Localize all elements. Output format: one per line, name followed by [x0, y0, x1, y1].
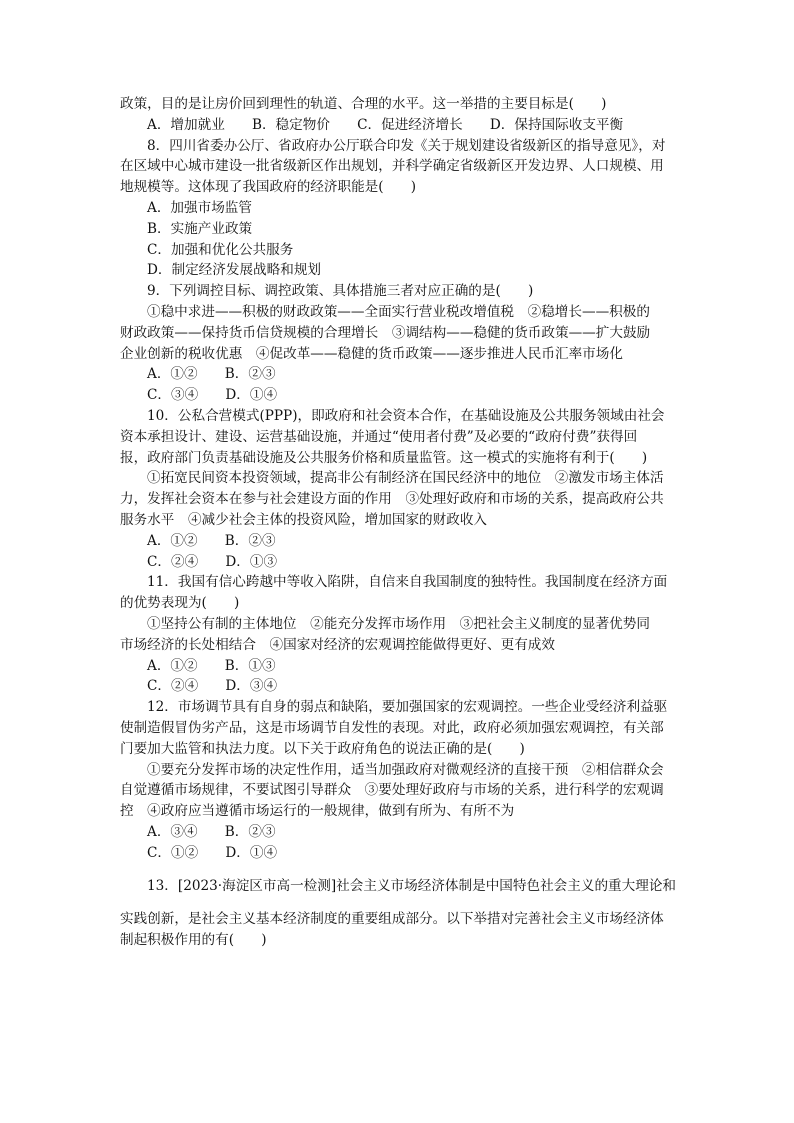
q9-options-cd: C．③④ D．①④: [147, 387, 278, 404]
q10-stem-line-3: 报，政府部门负责基础设施及公共服务价格和质量监管。这一模式的实施将有利于( ): [120, 449, 648, 466]
q7-options: A．增加就业 B．稳定物价 C．促进经济增长 D．保持国际收支平衡: [147, 116, 624, 133]
q9-items-line-3: 企业创新的税收优惠 ④促改革——稳健的货币政策——逐步推进人民币汇率市场化: [120, 345, 623, 362]
q8-option-b: B．实施产业政策: [147, 220, 253, 237]
q11-items-line-1: ①坚持公有制的主体地位 ②能充分发挥市场作用 ③把社会主义制度的显著优势同: [147, 615, 650, 632]
q12-items-line-1: ①要充分发挥市场的决定性作用，适当加强政府对微观经济的直接干预 ②相信群众会: [147, 761, 664, 778]
q10-options-cd: C．②④ D．①③: [147, 553, 278, 570]
q11-stem-line-2: 的优势表现为( ): [120, 595, 240, 612]
q13-stem-line-1: 13．[2023·海淀区市高一检测]社会主义市场经济体制是中国特色社会主义的重大理论和: [147, 878, 676, 895]
q9-options-ab: A．①② B．②③: [147, 366, 276, 383]
q10-items-line-1: ①拓宽民间资本投资领域，提高非公有制经济在国民经济中的地位 ②激发市场主体活: [147, 470, 664, 487]
q12-stem-line-2: 使制造假冒伪劣产品，这是市场调节自发性的表现。对此，政府必须加强宏观调控，有关部: [120, 719, 664, 736]
q8-option-c: C．加强和优化公共服务: [147, 241, 294, 258]
q10-stem-line-2: 资本承担设计、建设、运营基础设施，并通过“使用者付费”及必要的“政府付费”获得回: [120, 428, 638, 445]
q10-items-line-2: 力，发挥社会资本在参与社会建设方面的作用 ③处理好政府和市场的关系，提高政府公共: [120, 491, 664, 508]
q12-items-line-2: 自觉遵循市场规律，不要试图引导群众 ③要处理好政府与市场的关系，进行科学的宏观调: [120, 782, 664, 799]
q10-items-line-3: 服务水平 ④减少社会主体的投资风险，增加国家的财政收入: [120, 511, 488, 528]
q8-stem-line-2: 在区域中心城市建设一批省级新区作出规划，并科学确定省级新区开发边界、人口规模、用: [120, 158, 664, 175]
q12-options-cd: C．①② D．①④: [147, 844, 278, 861]
q11-options-cd: C．②④ D．③④: [147, 678, 278, 695]
q10-stem-line-1: 10．公私合营模式(PPP)，即政府和社会资本合作，在基础设施及公共服务领域由社会: [147, 407, 665, 424]
q11-options-ab: A．①② B．①③: [147, 657, 276, 674]
q8-stem-line-3: 地规模等。这体现了我国政府的经济职能是( ): [120, 179, 417, 196]
q8-option-d: D．制定经济发展战略和规划: [147, 262, 322, 279]
q9-stem: 9．下列调控目标、调控政策、具体措施三者对应正确的是( ): [147, 283, 534, 300]
q9-items-line-1: ①稳中求进——积极的财政政策——全面实行营业税改增值税 ②稳增长——积极的: [147, 303, 650, 320]
q10-options-ab: A．①② B．②③: [147, 532, 276, 549]
q7-stem-tail: 政策，目的是让房价回到理性的轨道、合理的水平。这一举措的主要目标是( ): [120, 96, 607, 112]
q12-items-line-3: 控 ④政府应当遵循市场运行的一般规律，做到有所为、有所不为: [120, 803, 515, 820]
q12-stem-line-1: 12．市场调节具有自身的弱点和缺陷，要加强国家的宏观调控。一些企业受经济利益驱: [147, 699, 668, 716]
q9-items-line-2: 财政政策——保持货币信贷规模的合理增长 ③调结构——稳健的货币政策——扩大鼓励: [120, 324, 651, 341]
document-page: [120, 94, 676, 951]
q12-options-ab: A．③④ B．②③: [147, 823, 276, 840]
q11-stem-line-1: 11．我国有信心跨越中等收入陷阱，自信来自我国制度的独特性。我国制度在经济方面: [147, 574, 668, 591]
q13-stem-line-3: 制起积极作用的有( ): [120, 932, 267, 949]
q13-stem-line-2: 实践创新，是社会主义基本经济制度的重要组成部分。以下举措对完善社会主义市场经济体: [120, 911, 664, 928]
q12-stem-line-3: 门要加大监管和执法力度。以下关于政府角色的说法正确的是( ): [120, 740, 525, 757]
q11-items-line-2: 市场经济的长处相结合 ④国家对经济的宏观调控能做得更好、更有成效: [120, 636, 555, 653]
q8-stem-line-1: 8．四川省委办公厅、省政府办公厅联合印发《关于规划建设省级新区的指导意见》，对: [147, 137, 666, 154]
q8-option-a: A．加强市场监管: [147, 199, 252, 216]
